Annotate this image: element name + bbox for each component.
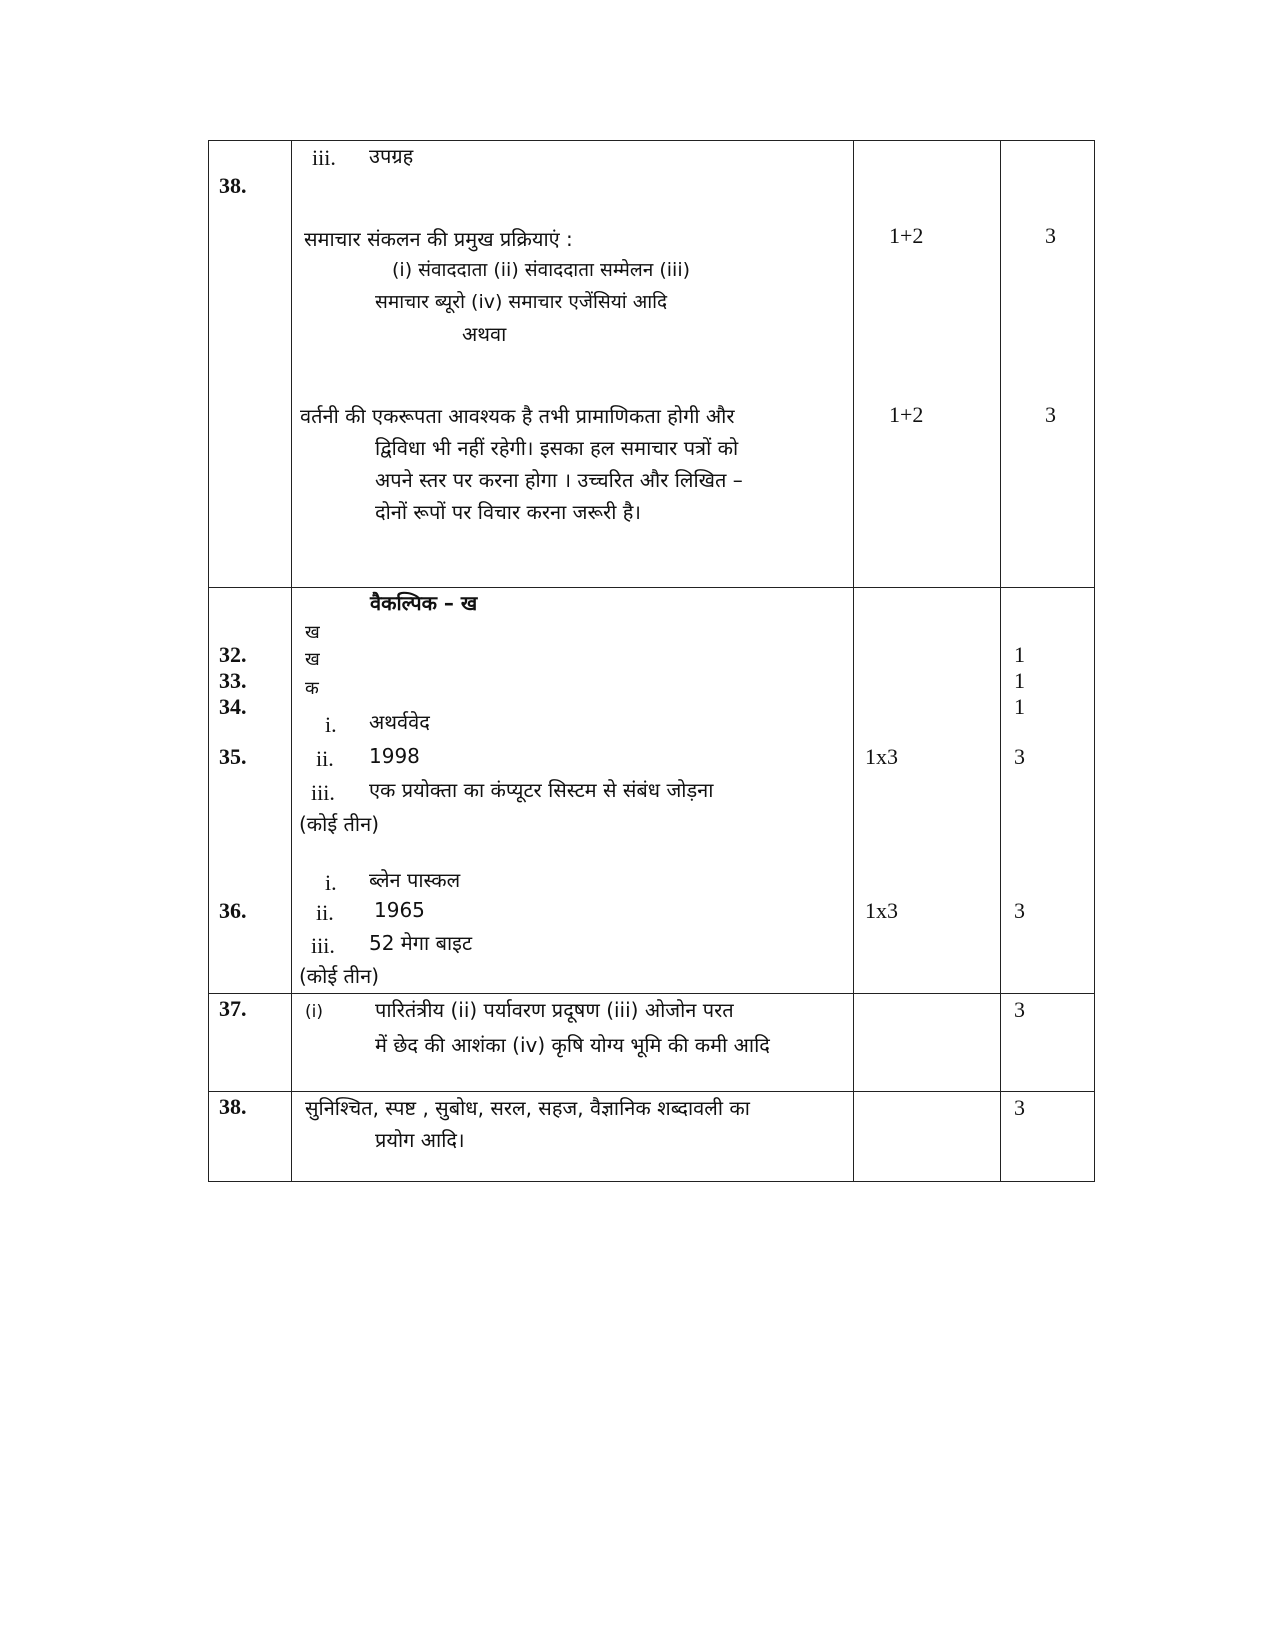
total-marks: 1 bbox=[1014, 694, 1025, 719]
answer-text: (कोई तीन) bbox=[299, 812, 380, 836]
question-number: 32. bbox=[219, 642, 247, 667]
answer-text: द्विविधा भी नहीं रहेगी। इसका हल समाचार पत्रों को bbox=[375, 436, 739, 460]
column-divider bbox=[1000, 994, 1001, 1091]
answer-text: में छेद की आशंका (iv) कृषि योग्य भूमि की कमी आदि bbox=[375, 1033, 770, 1057]
question-number: 38. bbox=[219, 1094, 247, 1119]
answer-text: उपग्रह bbox=[369, 144, 414, 168]
column-divider bbox=[291, 141, 292, 587]
column-divider bbox=[1000, 588, 1001, 993]
question-number: 38. bbox=[219, 173, 247, 198]
answer-table bbox=[208, 140, 1095, 1182]
column-divider bbox=[853, 1092, 854, 1181]
marks-split: 1x3 bbox=[865, 898, 898, 923]
answer-text: 1998 bbox=[369, 744, 420, 768]
column-divider bbox=[853, 141, 854, 587]
marks-split: 1+2 bbox=[889, 402, 924, 427]
answer-text: वर्तनी की एकरूपता आवश्यक है तभी प्रामाणिकता होगी और bbox=[300, 404, 735, 428]
item-numeral: iii. bbox=[311, 780, 335, 805]
answer-text: समाचार संकलन की प्रमुख प्रक्रियाएं : bbox=[304, 227, 573, 251]
total-marks: 1 bbox=[1014, 642, 1025, 667]
answer-text: एक प्रयोक्ता का कंप्यूटर सिस्टम से संबंध जोड़ना bbox=[369, 778, 714, 802]
item-numeral: i. bbox=[325, 712, 337, 737]
total-marks: 3 bbox=[1014, 744, 1025, 769]
question-number: 35. bbox=[219, 744, 247, 769]
answer-text: 1965 bbox=[374, 898, 425, 922]
answer-text: 52 मेगा बाइट bbox=[369, 931, 473, 955]
answer-text: सुनिश्चित, स्पष्ट , सुबोध, सरल, सहज, वैज्ञानिक शब्दावली का bbox=[305, 1096, 750, 1120]
answer-text: (i) संवाददाता (ii) संवाददाता सम्मेलन (iii) bbox=[392, 259, 691, 281]
mcq-answer: ख bbox=[305, 622, 320, 643]
answer-text: दोनों रूपों पर विचार करना जरूरी है। bbox=[375, 500, 641, 524]
table-row bbox=[208, 993, 1095, 1091]
mcq-answer: ख bbox=[305, 649, 320, 670]
answer-text: ब्लेन पास्कल bbox=[369, 868, 461, 892]
column-divider bbox=[1000, 1092, 1001, 1181]
total-marks: 1 bbox=[1014, 668, 1025, 693]
table-row bbox=[208, 140, 1095, 587]
item-numeral: iii. bbox=[311, 933, 335, 958]
total-marks: 3 bbox=[1014, 1095, 1025, 1120]
table-row bbox=[208, 587, 1095, 993]
or-label: अथवा bbox=[462, 322, 507, 346]
column-divider bbox=[1000, 141, 1001, 587]
item-numeral: ii. bbox=[316, 900, 334, 925]
answer-text: पारितंत्रीय (ii) पर्यावरण प्रदूषण (iii) ओजोन परत bbox=[375, 998, 734, 1022]
question-number: 36. bbox=[219, 898, 247, 923]
section-heading: वैकल्पिक – ख bbox=[370, 591, 478, 615]
answer-text: (कोई तीन) bbox=[299, 964, 380, 988]
total-marks: 3 bbox=[1045, 402, 1056, 427]
column-divider bbox=[853, 588, 854, 993]
answer-text: प्रयोग आदि। bbox=[375, 1128, 465, 1152]
table-row bbox=[208, 1091, 1095, 1182]
total-marks: 3 bbox=[1045, 223, 1056, 248]
answer-text: समाचार ब्यूरो (iv) समाचार एजेंसियां आदि bbox=[375, 291, 668, 313]
item-numeral: ii. bbox=[316, 746, 334, 771]
column-divider bbox=[291, 588, 292, 993]
mcq-answer: क bbox=[305, 678, 319, 699]
question-number: 34. bbox=[219, 694, 247, 719]
total-marks: 3 bbox=[1014, 997, 1025, 1022]
column-divider bbox=[291, 1092, 292, 1181]
answer-text: अथर्ववेद bbox=[369, 710, 430, 734]
total-marks: 3 bbox=[1014, 898, 1025, 923]
question-number: 37. bbox=[219, 996, 247, 1021]
item-numeral: (i) bbox=[305, 1002, 323, 1022]
marks-split: 1x3 bbox=[865, 744, 898, 769]
marks-split: 1+2 bbox=[889, 223, 924, 248]
column-divider bbox=[291, 994, 292, 1091]
item-numeral: iii. bbox=[312, 145, 336, 170]
column-divider bbox=[853, 994, 854, 1091]
item-numeral: i. bbox=[325, 870, 337, 895]
answer-text: अपने स्तर पर करना होगा । उच्चरित और लिखित – bbox=[375, 468, 743, 492]
question-number: 33. bbox=[219, 668, 247, 693]
